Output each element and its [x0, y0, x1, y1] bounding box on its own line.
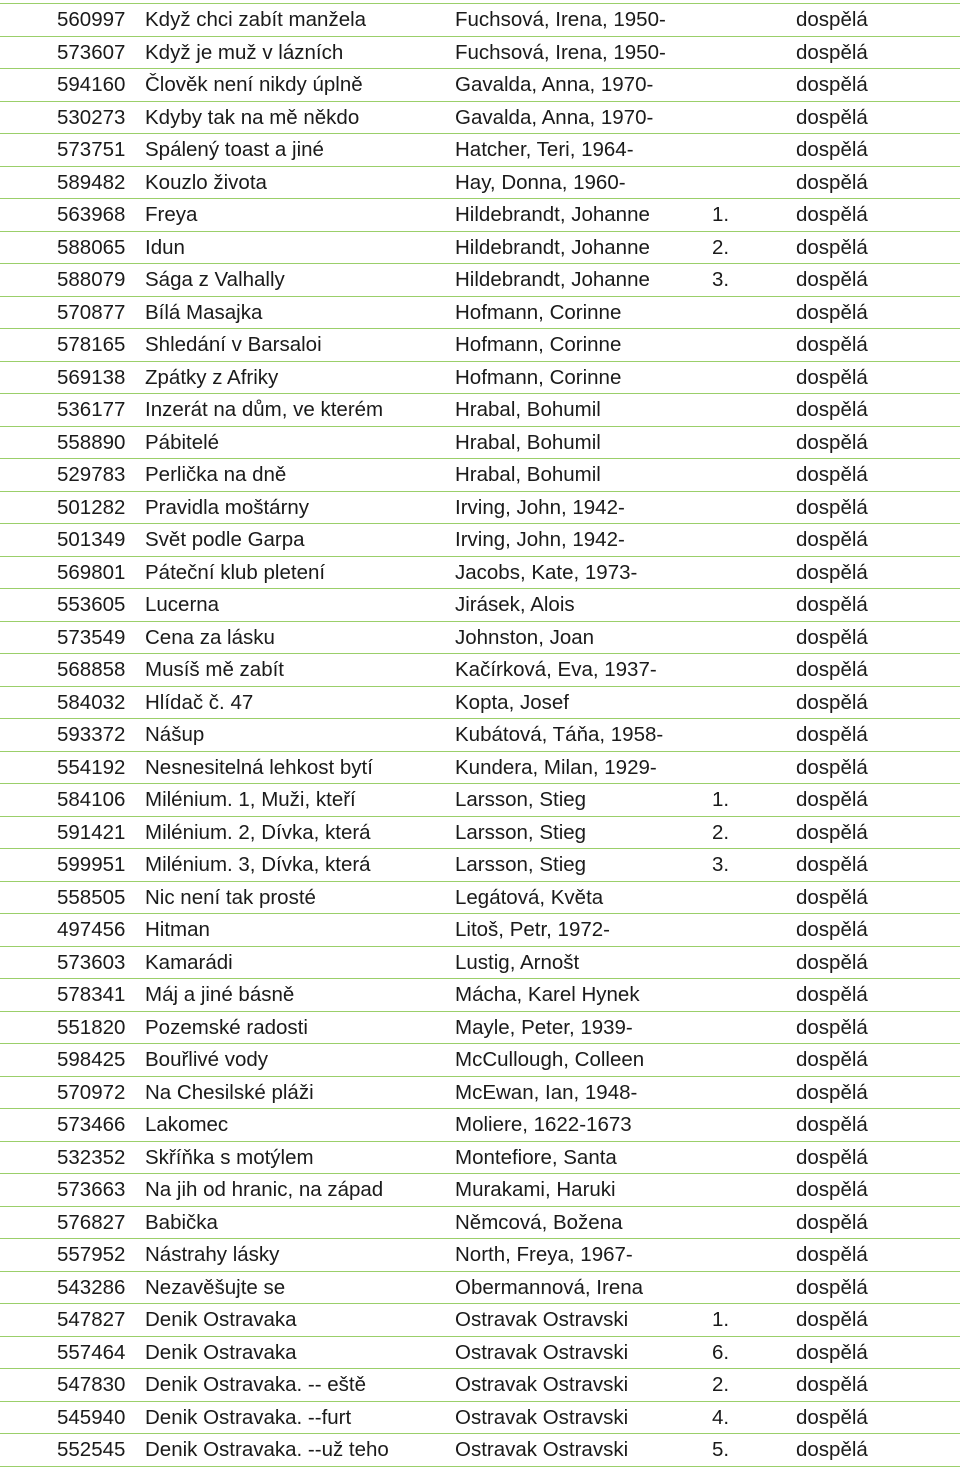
table-row	[0, 69, 960, 102]
book-category: dospělá	[790, 1369, 960, 1402]
book-title: Když chci zabít manžela	[137, 4, 447, 37]
book-title: Perlička na dně	[137, 459, 447, 492]
book-title: Pozemské radosti	[137, 1011, 447, 1044]
book-author: Mayle, Peter, 1939-	[447, 1011, 706, 1044]
book-volume: 2.	[706, 1369, 790, 1402]
book-id: 573466	[0, 1109, 137, 1142]
book-volume	[706, 1011, 790, 1044]
book-author: Ostravak Ostravski	[447, 1336, 706, 1369]
book-title: Shledání v Barsaloi	[137, 329, 447, 362]
book-volume	[706, 1271, 790, 1304]
table-row	[0, 1401, 960, 1434]
book-volume: 1.	[706, 1304, 790, 1337]
book-author: Ostravak Ostravski	[447, 1401, 706, 1434]
book-volume: 1.	[706, 199, 790, 232]
book-id: 554192	[0, 751, 137, 784]
book-id: 584032	[0, 686, 137, 719]
book-id: 570972	[0, 1076, 137, 1109]
book-category: dospělá	[790, 1076, 960, 1109]
table-row	[0, 491, 960, 524]
book-title: Na jih od hranic, na západ	[137, 1174, 447, 1207]
book-volume	[706, 1174, 790, 1207]
book-category: dospělá	[790, 1304, 960, 1337]
table-row	[0, 1304, 960, 1337]
book-author: Kopta, Josef	[447, 686, 706, 719]
book-author: Ostravak Ostravski	[447, 1434, 706, 1467]
table-row	[0, 166, 960, 199]
book-id: 578341	[0, 979, 137, 1012]
book-author: Fuchsová, Irena, 1950-	[447, 4, 706, 37]
table-row	[0, 849, 960, 882]
book-category: dospělá	[790, 199, 960, 232]
book-title: Denik Ostravaka	[137, 1336, 447, 1369]
book-title: Babička	[137, 1206, 447, 1239]
book-title: Bílá Masajka	[137, 296, 447, 329]
book-id: 578165	[0, 329, 137, 362]
book-title: Inzerát na dům, ve kterém	[137, 394, 447, 427]
book-volume	[706, 36, 790, 69]
book-volume	[706, 914, 790, 947]
book-id: 497456	[0, 914, 137, 947]
book-author: Hay, Donna, 1960-	[447, 166, 706, 199]
book-id: 558505	[0, 881, 137, 914]
book-category: dospělá	[790, 751, 960, 784]
book-author: Hrabal, Bohumil	[447, 459, 706, 492]
table-row	[0, 459, 960, 492]
book-title: Musíš mě zabít	[137, 654, 447, 687]
book-title: Máj a jiné básně	[137, 979, 447, 1012]
book-author: Legátová, Květa	[447, 881, 706, 914]
book-author: Obermannová, Irena	[447, 1271, 706, 1304]
book-id: 573549	[0, 621, 137, 654]
book-title: Bouřlivé vody	[137, 1044, 447, 1077]
book-volume	[706, 621, 790, 654]
book-category: dospělá	[790, 686, 960, 719]
book-title: Milénium. 1, Muži, kteří	[137, 784, 447, 817]
table-row	[0, 719, 960, 752]
book-id: 558890	[0, 426, 137, 459]
book-volume	[706, 556, 790, 589]
book-volume	[706, 946, 790, 979]
table-row	[0, 524, 960, 557]
book-title: Milénium. 2, Dívka, která	[137, 816, 447, 849]
book-volume	[706, 329, 790, 362]
table-row	[0, 231, 960, 264]
book-category: dospělá	[790, 394, 960, 427]
table-row	[0, 686, 960, 719]
book-volume	[706, 1044, 790, 1077]
table-row	[0, 654, 960, 687]
table-row	[0, 1239, 960, 1272]
book-category: dospělá	[790, 979, 960, 1012]
book-volume	[706, 394, 790, 427]
book-volume: 6.	[706, 1336, 790, 1369]
book-category: dospělá	[790, 36, 960, 69]
book-id: 501349	[0, 524, 137, 557]
book-volume: 5.	[706, 1434, 790, 1467]
book-category: dospělá	[790, 459, 960, 492]
book-title: Denik Ostravaka. -- eště	[137, 1369, 447, 1402]
book-id: 563968	[0, 199, 137, 232]
book-author: Hildebrandt, Johanne	[447, 199, 706, 232]
table-row	[0, 361, 960, 394]
book-volume	[706, 686, 790, 719]
book-id: 569801	[0, 556, 137, 589]
table-row	[0, 979, 960, 1012]
book-category: dospělá	[790, 524, 960, 557]
table-row	[0, 426, 960, 459]
book-volume	[706, 1109, 790, 1142]
book-id: 589482	[0, 166, 137, 199]
book-title: Skříňka s motýlem	[137, 1141, 447, 1174]
table-row	[0, 1109, 960, 1142]
book-volume: 3.	[706, 264, 790, 297]
book-title: Nesnesitelná lehkost bytí	[137, 751, 447, 784]
book-category: dospělá	[790, 426, 960, 459]
book-category: dospělá	[790, 361, 960, 394]
book-category: dospělá	[790, 556, 960, 589]
book-id: 551820	[0, 1011, 137, 1044]
book-author: Hatcher, Teri, 1964-	[447, 134, 706, 167]
table-row	[0, 329, 960, 362]
table-row	[0, 784, 960, 817]
book-id: 532352	[0, 1141, 137, 1174]
book-id: 599951	[0, 849, 137, 882]
book-volume	[706, 491, 790, 524]
table-row	[0, 36, 960, 69]
book-category: dospělá	[790, 491, 960, 524]
book-id: 573607	[0, 36, 137, 69]
table-row	[0, 4, 960, 37]
book-volume: 1.	[706, 784, 790, 817]
book-category: dospělá	[790, 134, 960, 167]
book-id: 569138	[0, 361, 137, 394]
book-author: Kubátová, Táňa, 1958-	[447, 719, 706, 752]
book-volume	[706, 69, 790, 102]
book-author: Němcová, Božena	[447, 1206, 706, 1239]
book-id: 557464	[0, 1336, 137, 1369]
table-row	[0, 556, 960, 589]
book-author: Gavalda, Anna, 1970-	[447, 69, 706, 102]
book-id: 598425	[0, 1044, 137, 1077]
book-id: 543286	[0, 1271, 137, 1304]
book-category: dospělá	[790, 914, 960, 947]
book-author: Kundera, Milan, 1929-	[447, 751, 706, 784]
table-row	[0, 816, 960, 849]
table-row	[0, 1076, 960, 1109]
book-id: 568858	[0, 654, 137, 687]
book-volume: 4.	[706, 1401, 790, 1434]
book-category: dospělá	[790, 1336, 960, 1369]
book-id: 584106	[0, 784, 137, 817]
table-row	[0, 621, 960, 654]
book-volume	[706, 979, 790, 1012]
book-volume	[706, 589, 790, 622]
table-row	[0, 1336, 960, 1369]
book-id: 529783	[0, 459, 137, 492]
book-category: dospělá	[790, 1011, 960, 1044]
book-id: 530273	[0, 101, 137, 134]
book-id: 570877	[0, 296, 137, 329]
book-title: Nezavěšujte se	[137, 1271, 447, 1304]
book-id: 573603	[0, 946, 137, 979]
book-category: dospělá	[790, 4, 960, 37]
book-author: Hildebrandt, Johanne	[447, 264, 706, 297]
book-author: Murakami, Haruki	[447, 1174, 706, 1207]
book-category: dospělá	[790, 329, 960, 362]
book-volume	[706, 524, 790, 557]
book-category: dospělá	[790, 1109, 960, 1142]
book-category: dospělá	[790, 101, 960, 134]
book-title: Nášup	[137, 719, 447, 752]
book-volume	[706, 881, 790, 914]
book-author: Hofmann, Corinne	[447, 296, 706, 329]
book-id: 594160	[0, 69, 137, 102]
book-title: Hitman	[137, 914, 447, 947]
book-author: Hrabal, Bohumil	[447, 394, 706, 427]
book-category: dospělá	[790, 589, 960, 622]
book-id: 573663	[0, 1174, 137, 1207]
book-category: dospělá	[790, 166, 960, 199]
book-category: dospělá	[790, 946, 960, 979]
book-id: 553605	[0, 589, 137, 622]
table-row	[0, 946, 960, 979]
book-id: 591421	[0, 816, 137, 849]
book-title: Pravidla moštárny	[137, 491, 447, 524]
book-category: dospělá	[790, 1044, 960, 1077]
book-category: dospělá	[790, 621, 960, 654]
book-author: Hrabal, Bohumil	[447, 426, 706, 459]
book-category: dospělá	[790, 1206, 960, 1239]
book-author: Johnston, Joan	[447, 621, 706, 654]
book-author: Jirásek, Alois	[447, 589, 706, 622]
book-category: dospělá	[790, 849, 960, 882]
book-author: Moliere, 1622-1673	[447, 1109, 706, 1142]
book-title: Zpátky z Afriky	[137, 361, 447, 394]
book-title: Denik Ostravaka. --už teho	[137, 1434, 447, 1467]
book-volume	[706, 1239, 790, 1272]
book-title: Cena za lásku	[137, 621, 447, 654]
book-author: Lustig, Arnošt	[447, 946, 706, 979]
book-category: dospělá	[790, 1271, 960, 1304]
book-volume	[706, 459, 790, 492]
book-volume	[706, 166, 790, 199]
book-category: dospělá	[790, 719, 960, 752]
book-id: 573751	[0, 134, 137, 167]
table-row	[0, 394, 960, 427]
book-author: Ostravak Ostravski	[447, 1369, 706, 1402]
table-row	[0, 199, 960, 232]
table-row	[0, 751, 960, 784]
book-volume	[706, 361, 790, 394]
book-title: Idun	[137, 231, 447, 264]
book-volume	[706, 134, 790, 167]
book-author: Irving, John, 1942-	[447, 491, 706, 524]
book-id: 552545	[0, 1434, 137, 1467]
book-author: Larsson, Stieg	[447, 849, 706, 882]
book-title: Lucerna	[137, 589, 447, 622]
book-title: Sága z Valhally	[137, 264, 447, 297]
book-id: 547830	[0, 1369, 137, 1402]
book-author: Ostravak Ostravski	[447, 1304, 706, 1337]
book-title: Kamarádi	[137, 946, 447, 979]
table-row	[0, 1011, 960, 1044]
table-row	[0, 1174, 960, 1207]
book-id: 588065	[0, 231, 137, 264]
book-category: dospělá	[790, 1401, 960, 1434]
table-row	[0, 1141, 960, 1174]
book-title: Spálený toast a jiné	[137, 134, 447, 167]
book-category: dospělá	[790, 69, 960, 102]
book-volume	[706, 1076, 790, 1109]
book-id: 560997	[0, 4, 137, 37]
book-author: Hofmann, Corinne	[447, 329, 706, 362]
book-list-table	[0, 3, 960, 1467]
book-title: Páteční klub pletení	[137, 556, 447, 589]
book-category: dospělá	[790, 264, 960, 297]
book-volume	[706, 1141, 790, 1174]
book-id: 557952	[0, 1239, 137, 1272]
book-volume: 2.	[706, 231, 790, 264]
book-volume	[706, 296, 790, 329]
book-author: Fuchsová, Irena, 1950-	[447, 36, 706, 69]
book-volume	[706, 719, 790, 752]
table-row	[0, 1271, 960, 1304]
book-author: Litoš, Petr, 1972-	[447, 914, 706, 947]
book-title: Nástrahy lásky	[137, 1239, 447, 1272]
book-category: dospělá	[790, 654, 960, 687]
book-volume	[706, 426, 790, 459]
book-title: Denik Ostravaka	[137, 1304, 447, 1337]
table-row	[0, 881, 960, 914]
book-volume	[706, 1206, 790, 1239]
book-author: Larsson, Stieg	[447, 816, 706, 849]
book-title: Kdyby tak na mě někdo	[137, 101, 447, 134]
book-author: Hofmann, Corinne	[447, 361, 706, 394]
book-author: Larsson, Stieg	[447, 784, 706, 817]
book-title: Nic není tak prosté	[137, 881, 447, 914]
book-category: dospělá	[790, 881, 960, 914]
book-category: dospělá	[790, 784, 960, 817]
table-row	[0, 264, 960, 297]
book-title: Člověk není nikdy úplně	[137, 69, 447, 102]
book-title: Hlídač č. 47	[137, 686, 447, 719]
table-row	[0, 1206, 960, 1239]
book-author: Kačírková, Eva, 1937-	[447, 654, 706, 687]
table-row	[0, 589, 960, 622]
book-volume	[706, 101, 790, 134]
book-category: dospělá	[790, 1434, 960, 1467]
table-row	[0, 1369, 960, 1402]
book-id: 576827	[0, 1206, 137, 1239]
book-id: 547827	[0, 1304, 137, 1337]
book-volume: 3.	[706, 849, 790, 882]
book-title: Pábitelé	[137, 426, 447, 459]
book-id: 536177	[0, 394, 137, 427]
book-id: 545940	[0, 1401, 137, 1434]
book-category: dospělá	[790, 1174, 960, 1207]
book-author: Hildebrandt, Johanne	[447, 231, 706, 264]
book-id: 593372	[0, 719, 137, 752]
table-row	[0, 296, 960, 329]
table-row	[0, 1044, 960, 1077]
book-id: 501282	[0, 491, 137, 524]
book-author: North, Freya, 1967-	[447, 1239, 706, 1272]
table-row	[0, 101, 960, 134]
book-author: Gavalda, Anna, 1970-	[447, 101, 706, 134]
book-author: Irving, John, 1942-	[447, 524, 706, 557]
book-volume	[706, 654, 790, 687]
book-title: Na Chesilské pláži	[137, 1076, 447, 1109]
book-list-body	[0, 4, 960, 1467]
book-author: McEwan, Ian, 1948-	[447, 1076, 706, 1109]
book-title: Denik Ostravaka. --furt	[137, 1401, 447, 1434]
book-author: Mácha, Karel Hynek	[447, 979, 706, 1012]
book-id: 588079	[0, 264, 137, 297]
book-category: dospělá	[790, 296, 960, 329]
book-title: Freya	[137, 199, 447, 232]
book-author: Montefiore, Santa	[447, 1141, 706, 1174]
book-title: Svět podle Garpa	[137, 524, 447, 557]
book-category: dospělá	[790, 816, 960, 849]
table-row	[0, 134, 960, 167]
book-volume	[706, 751, 790, 784]
book-title: Lakomec	[137, 1109, 447, 1142]
book-category: dospělá	[790, 1239, 960, 1272]
book-volume	[706, 4, 790, 37]
book-title: Kouzlo života	[137, 166, 447, 199]
book-author: McCullough, Colleen	[447, 1044, 706, 1077]
book-title: Když je muž v lázních	[137, 36, 447, 69]
book-category: dospělá	[790, 1141, 960, 1174]
book-author: Jacobs, Kate, 1973-	[447, 556, 706, 589]
book-volume: 2.	[706, 816, 790, 849]
table-row	[0, 914, 960, 947]
book-category: dospělá	[790, 231, 960, 264]
table-row	[0, 1434, 960, 1467]
book-title: Milénium. 3, Dívka, která	[137, 849, 447, 882]
